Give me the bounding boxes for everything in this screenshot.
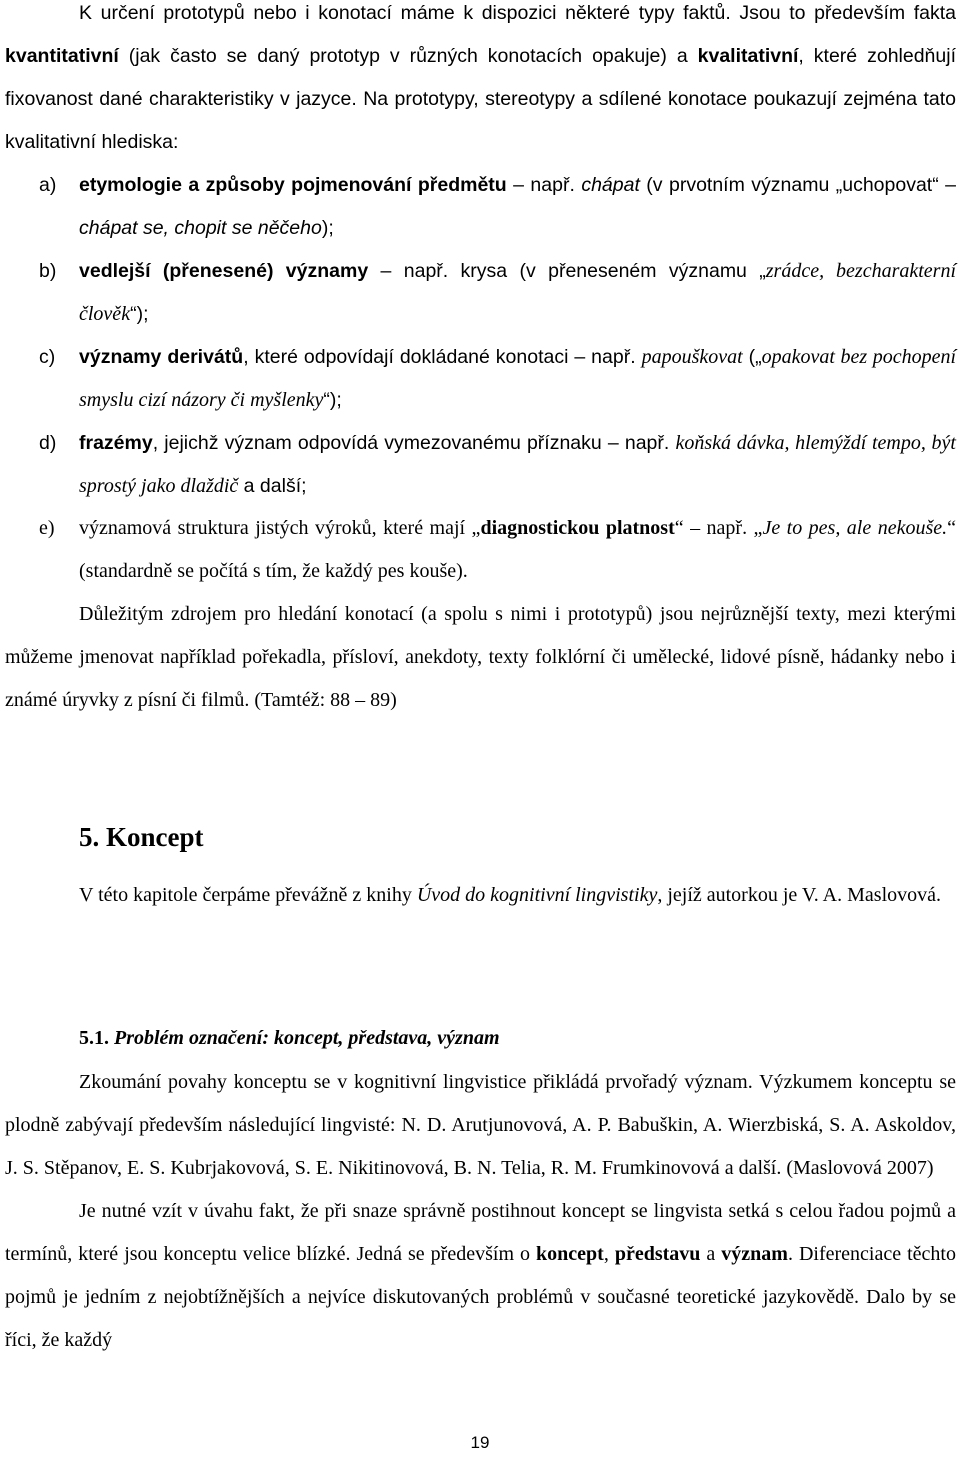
text-run: );	[321, 217, 334, 239]
subsection-title: Problém označení: koncept, představa, význam	[114, 1027, 500, 1049]
bold-term: význam	[721, 1243, 788, 1265]
criteria-list	[5, 164, 956, 508]
list-item	[5, 164, 956, 250]
text-run: “);	[323, 389, 342, 411]
section51-body	[5, 1061, 956, 1362]
bold-term: představu	[614, 1243, 701, 1265]
text-run: , jejíž autorkou je V. A. Maslovová.	[657, 884, 941, 906]
serif-block	[5, 507, 956, 722]
text-run: , jejichž význam odpovídá vymezovanému příznaku – např.	[152, 432, 676, 454]
bold-term: koncept	[536, 1243, 604, 1265]
list-item	[5, 250, 956, 336]
criteria-list-continued	[5, 507, 956, 593]
text-run: . Diferenciace těchto pojmů je jedním z nejobtížnějších a nejvíce diskutovaných problémů v současné teoretické jazykovědě. Dalo by se říci, že každý	[5, 1243, 956, 1351]
book-title: Úvod do kognitivní lingvistiky	[416, 884, 658, 906]
text-run: významová struktura jistých výroků, které mají „	[79, 517, 481, 539]
list-item	[5, 422, 956, 508]
list-item	[5, 336, 956, 422]
text-run: („	[742, 346, 762, 368]
list-marker: c)	[39, 346, 56, 368]
text-run: V této kapitole čerpáme převážně z knihy	[79, 884, 417, 906]
paragraph-pojmy	[5, 1190, 956, 1362]
list-marker: a)	[39, 174, 57, 196]
bold-term: významy derivátů	[79, 346, 244, 368]
list-marker: e)	[39, 517, 55, 539]
list-marker: d)	[39, 432, 57, 454]
text-run: (v prvotním významu „uchopovat“ –	[639, 174, 956, 196]
text-run: , které odpovídají dokládané konotaci – např.	[243, 346, 642, 368]
text-run: a další;	[238, 475, 307, 497]
subsection-number: 5.1.	[79, 1027, 109, 1049]
bold-term: kvantitativní	[5, 45, 119, 67]
text-run: K určení prototypů nebo i konotací máme k dispozici některé typy faktů. Jsou to především fakta	[79, 2, 956, 24]
paragraph-vyzkum: Zkoumání povahy konceptu se v kognitivní lingvistice přikládá prvořadý význam. Výzkumem konceptu se plodně zabývají především následující lingvisté: N. D. Arutjunovová, A. P. Babuškin, A. Wierzbiská, S. A. Askoldov, J. S. Stěpanov, E. S. Kubrjakovová, S. E. Nikitinovová, B. N. Telia, R. M. Frumkinovová a další. (Maslovová 2007)	[5, 1071, 956, 1179]
text-run: “);	[130, 303, 149, 325]
italic-term: chápat se, chopit se něčeho	[79, 217, 322, 239]
bold-term: diagnostickou platnost	[480, 517, 675, 539]
bold-term: kvalitativní	[697, 45, 799, 67]
text-run: “ (standardně se počítá s tím, že každý pes kouše).	[79, 517, 956, 582]
italic-term: opakovat bez pochopení smyslu cizí názory či myšlenky	[79, 346, 957, 411]
italic-term: chápat	[581, 174, 640, 196]
konotace-block	[5, 0, 956, 508]
paragraph-zdroje: Důležitým zdrojem pro hledání konotací (a spolu s nimi i prototypů) jsou nejrůznější texty, mezi kterými můžeme jmenovat například pořekadla, přísloví, anekdoty, texty folklórní či umělecké, lidové písně, hádanky nebo i známé úryvky z písní či filmů. (Tamtéž: 88 – 89)	[5, 603, 956, 711]
bold-term: frazémy	[79, 432, 153, 454]
section-heading: 5. Koncept	[79, 822, 204, 852]
italic-term: zrádce, bezcharakterní člověk	[79, 260, 956, 325]
section5-body	[5, 874, 956, 917]
text-run: “ – např. „	[674, 517, 763, 539]
text-run: – např.	[506, 174, 582, 196]
paragraph-fakta	[5, 0, 956, 164]
text-run: – např. krysa (v přeneseném významu „	[368, 260, 766, 282]
italic-term: papouškovat	[641, 346, 743, 368]
text-run: , které zohledňují fixovanost dané charakteristiky v jazyce. Na prototypy, stereotypy a sdílené konotace poukazují zejména tato kvalitativní hlediska:	[5, 45, 956, 153]
text-run: ,	[603, 1243, 615, 1265]
list-marker: b)	[39, 260, 57, 282]
list-item	[5, 507, 956, 593]
subsection-heading	[79, 1027, 500, 1050]
bold-term: vedlejší (přenesené) významy	[79, 260, 369, 282]
paragraph-kapitola	[5, 874, 956, 917]
text-run: Je nutné vzít v úvahu fakt, že při snaze správně postihnout koncept se lingvista setká s celou řadou pojmů a termínů, které jsou konceptu velice blízké. Jedná se především o	[5, 1200, 956, 1265]
text-run: (jak často se daný prototyp v různých konotacích opakuje) a	[118, 45, 698, 67]
italic-term: Je to pes, ale nekouše.	[762, 517, 948, 539]
page-number: 19	[470, 1433, 490, 1452]
bold-term: etymologie a způsoby pojmenování předmětu	[79, 174, 507, 196]
italic-term: koňská dávka, hlemýždí tempo, být sprostý jako dlaždič	[79, 432, 956, 497]
text-run: a	[700, 1243, 722, 1265]
